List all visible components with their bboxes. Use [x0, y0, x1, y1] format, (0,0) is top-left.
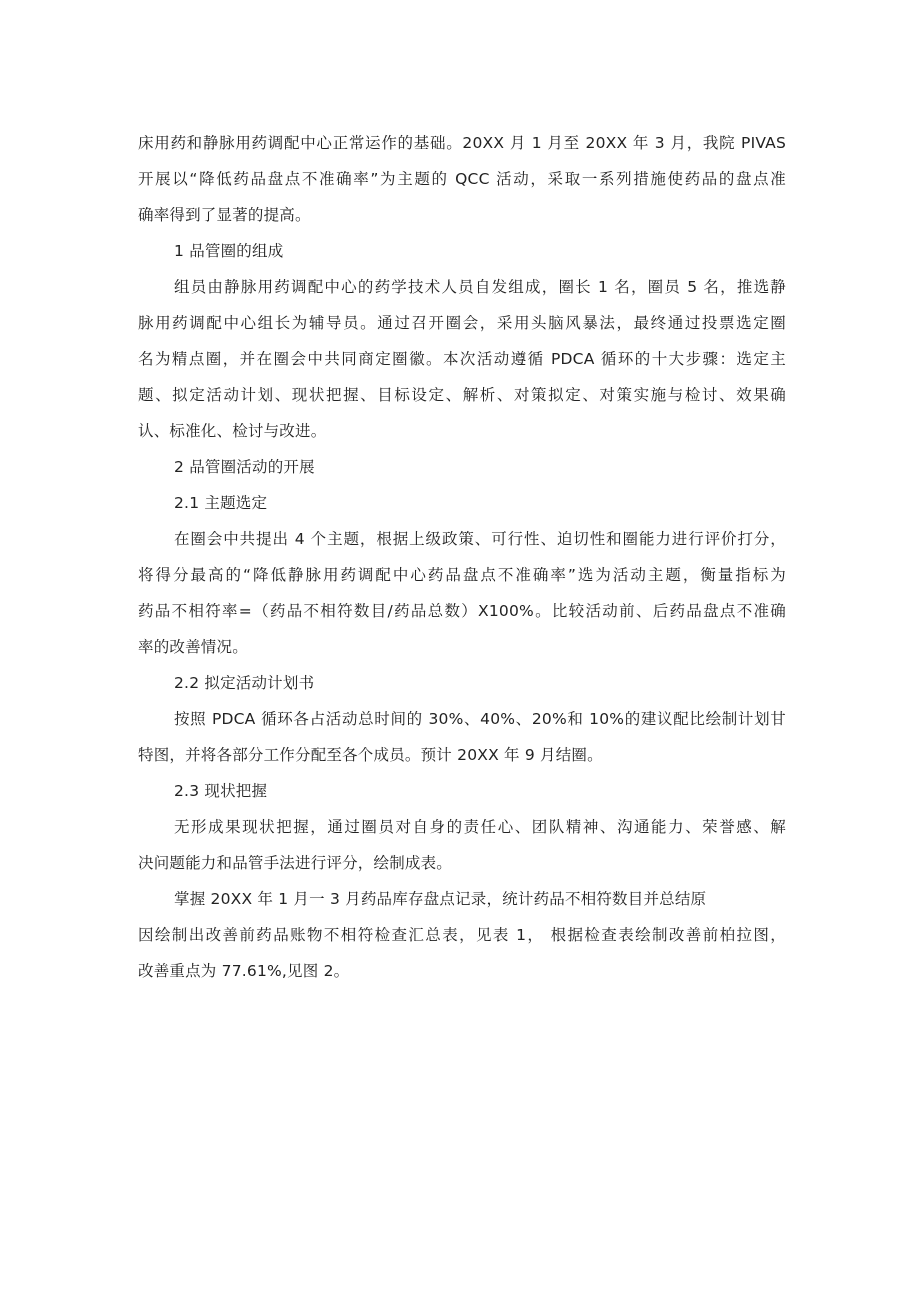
text-line: 床用药和静脉用药调配中心正常运作的基础。20XX 月 1 月至 20XX 年 3 月，我院 PIVAS: [138, 134, 786, 152]
text-line: 无形成果现状把握，通过圈员对自身的责任心、团队精神、沟通能力、荣誉感、解: [174, 818, 786, 836]
text-line: 掌握 20XX 年 1 月一 3 月药品库存盘点记录，统计药品不相符数目并总结原: [174, 890, 707, 908]
text-line: 将得分最高的“降低静脉用药调配中心药品盘点不准确率”选为活动主题，衡量指标为: [138, 566, 786, 584]
text-line: 脉用药调配中心组长为辅导员。通过召开圈会，采用头脑风暴法，最终通过投票选定圈: [138, 314, 786, 332]
text-line: 在圈会中共提出 4 个主题，根据上级政策、可行性、迫切性和圈能力进行评价打分，: [174, 530, 786, 548]
text-line: 按照 PDCA 循环各占活动总时间的 30%、40%、20%和 10%的建议配比绘制计划甘: [174, 710, 786, 728]
text-line: 开展以“降低药品盘点不准确率”为主题的 QCC 活动，采取一系列措施使药品的盘点准: [138, 170, 786, 188]
text-line: 特图，并将各部分工作分配至各个成员。预计 20XX 年 9 月结圈。: [138, 746, 603, 764]
text-line: 名为精点圈，并在圈会中共同商定圈徽。本次活动遵循 PDCA 循环的十大步骤：选定主: [138, 350, 786, 368]
text-line: 2.3 现状把握: [174, 782, 268, 800]
text-line: 2.1 主题选定: [174, 494, 268, 512]
text-line: 率的改善情况。: [138, 638, 248, 656]
text-line: 药品不相符率=（药品不相符数目/药品总数）X100%。比较活动前、后药品盘点不准确: [138, 602, 786, 620]
text-line: 因绘制出改善前药品账物不相符检查汇总表，见表 1， 根据检查表绘制改善前柏拉图，: [138, 926, 786, 944]
text-line: 1 品管圈的组成: [174, 242, 284, 260]
text-line: 组员由静脉用药调配中心的药学技术人员自发组成，圈长 1 名，圈员 5 名，推选静: [174, 278, 786, 296]
text-line: 决问题能力和品管手法进行评分，绘制成表。: [138, 854, 453, 872]
text-line: 改善重点为 77.61%,见图 2。: [138, 962, 350, 980]
text-line: 题、拟定活动计划、现状把握、目标设定、解析、对策拟定、对策实施与检讨、效果确: [138, 386, 786, 404]
text-line: 2.2 拟定活动计划书: [174, 674, 315, 692]
document-body: [138, 125, 786, 989]
text-line: 2 品管圈活动的开展: [174, 458, 315, 476]
text-line: 认、标准化、检讨与改进。: [138, 422, 327, 440]
text-line: 确率得到了显著的提高。: [138, 206, 311, 224]
